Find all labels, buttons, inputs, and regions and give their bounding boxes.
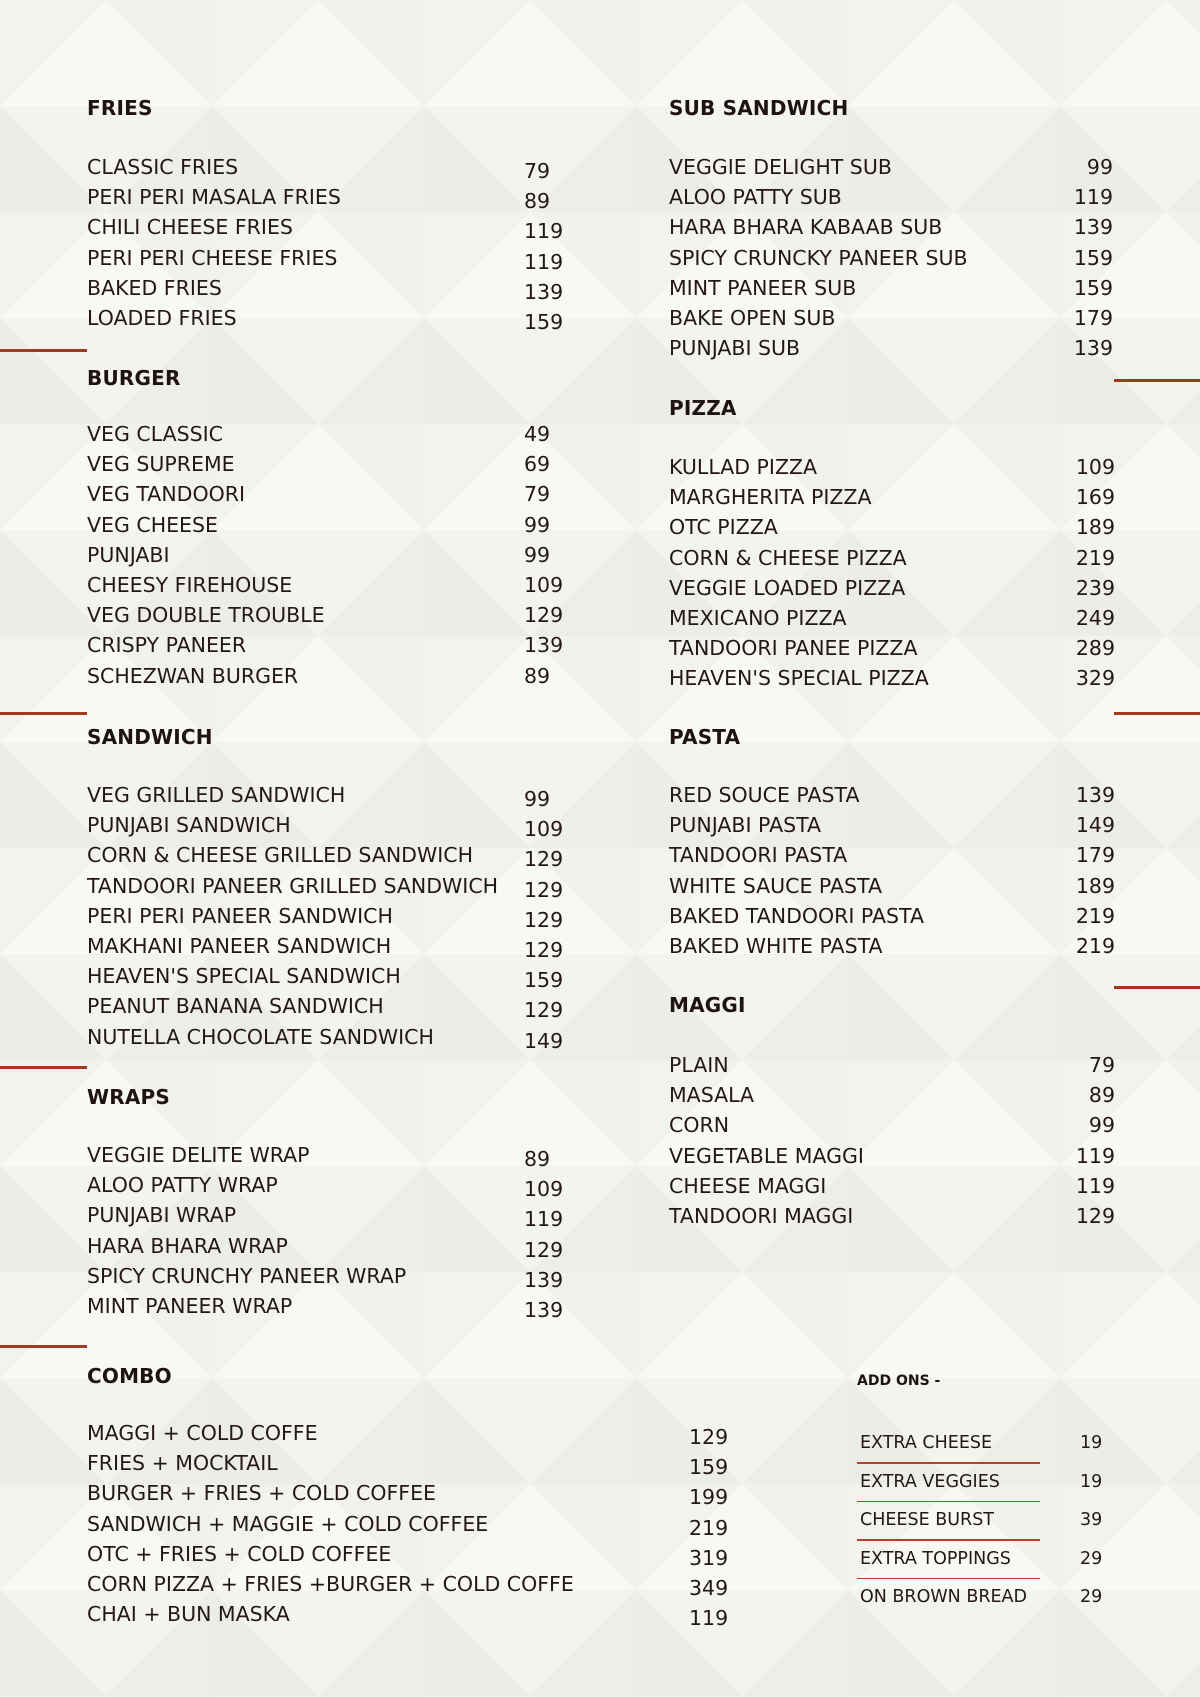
- menu-item-name: NUTELLA CHOCOLATE SANDWICH: [87, 1024, 434, 1049]
- menu-item-price: 139: [524, 633, 564, 658]
- menu-item-name: VEG CLASSIC: [87, 422, 223, 446]
- menu-item-price: 159: [1073, 245, 1113, 270]
- menu-item-price: 159: [1073, 275, 1113, 300]
- menu-item-name: VEGETABLE MAGGI: [669, 1143, 864, 1168]
- menu-item-name: TANDOORI PANEE PIZZA: [669, 636, 918, 661]
- menu-item-name: CORN & CHEESE GRILLED SANDWICH: [87, 843, 474, 868]
- menu-item-price: 139: [524, 279, 564, 304]
- section-divider-rule: [1114, 379, 1200, 382]
- section-divider-rule: [0, 1345, 87, 1348]
- section-heading-pasta: PASTA: [669, 725, 741, 749]
- section-heading-wraps: WRAPS: [87, 1085, 171, 1109]
- menu-item-name: MEXICANO PIZZA: [669, 606, 847, 630]
- addon-item-price: 19: [1080, 1471, 1103, 1492]
- menu-item-price: 69: [524, 452, 551, 477]
- menu-item-price: 99: [524, 542, 551, 567]
- menu-item-price: 159: [524, 310, 564, 334]
- menu-item-price: 129: [524, 603, 564, 628]
- menu-item-price: 109: [1075, 455, 1115, 479]
- menu-item-name: CHEESE MAGGI: [669, 1173, 827, 1198]
- menu-item-name: LOADED FRIES: [87, 306, 237, 330]
- menu-item-price: 129: [524, 1237, 564, 1262]
- menu-item-price: 149: [524, 1028, 564, 1053]
- menu-item-price: 89: [1088, 1083, 1115, 1108]
- menu-item-price: 159: [689, 1455, 729, 1480]
- addon-item-name: EXTRA TOPPINGS: [860, 1548, 1011, 1569]
- menu-item-price: 129: [689, 1425, 729, 1449]
- addons-title: ADD ONS -: [857, 1373, 941, 1389]
- menu-item-name: VEG TANDOORI: [87, 482, 246, 507]
- menu-item-price: 119: [524, 249, 564, 274]
- addon-item-price: 39: [1080, 1510, 1103, 1530]
- section-divider-rule: [1114, 986, 1200, 989]
- menu-item-name: BAKED TANDOORI PASTA: [669, 903, 924, 928]
- menu-item-price: 159: [524, 968, 564, 993]
- menu-item-name: PEANUT BANANA SANDWICH: [87, 994, 384, 1019]
- menu-item-name: CLASSIC FRIES: [87, 155, 239, 179]
- section-heading-pizza: PIZZA: [669, 396, 737, 420]
- menu-item-price: 139: [524, 1267, 564, 1292]
- menu-item-name: VEGGIE LOADED PIZZA: [669, 575, 906, 600]
- menu-item-name: KULLAD PIZZA: [669, 455, 818, 479]
- section-heading-sandwich: SANDWICH: [87, 725, 213, 749]
- menu-item-name: TANDOORI PANEER GRILLED SANDWICH: [87, 873, 499, 898]
- menu-item-name: VEGGIE DELIGHT SUB: [669, 155, 892, 179]
- section-divider-rule: [0, 712, 87, 715]
- menu-item-price: 119: [689, 1606, 729, 1631]
- menu-item-name: HEAVEN'S SPECIAL PIZZA: [669, 666, 929, 691]
- menu-item-price: 99: [1088, 1113, 1115, 1138]
- section-divider-rule: [0, 349, 87, 352]
- menu-item-price: 129: [524, 998, 564, 1023]
- menu-item-price: 119: [1075, 1173, 1115, 1198]
- menu-item-price: 89: [524, 1147, 551, 1171]
- menu-item-name: CRISPY PANEER: [87, 633, 247, 658]
- menu-item-name: HEAVEN'S SPECIAL SANDWICH: [87, 964, 401, 989]
- menu-item-price: 49: [524, 422, 551, 446]
- menu-item-name: PUNJABI SANDWICH: [87, 813, 291, 838]
- menu-item-price: 219: [1075, 545, 1115, 570]
- menu-item-name: MAGGI + COLD COFFE: [87, 1421, 318, 1445]
- menu-item-price: 289: [1075, 636, 1115, 661]
- menu-item-name: RED SOUCE PASTA: [669, 783, 860, 807]
- menu-item-name: BURGER + FRIES + COLD COFFEE: [87, 1481, 436, 1506]
- section-divider-rule: [0, 1066, 87, 1069]
- menu-item-price: 109: [524, 1177, 564, 1202]
- menu-item-name: FRIES + MOCKTAIL: [87, 1451, 278, 1476]
- menu-item-name: PUNJABI: [87, 542, 170, 567]
- menu-item-name: CHEESY FIREHOUSE: [87, 573, 293, 597]
- section-heading-burger: BURGER: [87, 366, 181, 390]
- addon-item-name: ON BROWN BREAD: [860, 1587, 1027, 1607]
- menu-item-name: VEG GRILLED SANDWICH: [87, 783, 346, 807]
- menu-item-name: MASALA: [669, 1083, 755, 1108]
- menu-item-price: 329: [1075, 666, 1115, 691]
- menu-item-price: 189: [1075, 873, 1115, 898]
- menu-item-name: SCHEZWAN BURGER: [87, 663, 299, 688]
- section-heading-sub-sandwich: SUB SANDWICH: [669, 96, 849, 120]
- menu-item-name: PUNJABI SUB: [669, 336, 801, 361]
- menu-item-name: TANDOORI PASTA: [669, 843, 848, 868]
- menu-item-name: PUNJABI WRAP: [87, 1203, 237, 1228]
- menu-item-price: 129: [524, 877, 564, 902]
- menu-item-name: TANDOORI MAGGI: [669, 1204, 854, 1228]
- section-divider-rule: [1114, 712, 1200, 715]
- menu-item-price: 179: [1075, 843, 1115, 868]
- menu-item-name: BAKED WHITE PASTA: [669, 934, 883, 958]
- menu-item-price: 129: [524, 907, 564, 932]
- menu-item-price: 139: [1073, 215, 1113, 240]
- menu-item-name: CORN & CHEESE PIZZA: [669, 545, 907, 570]
- menu-item-name: SPICY CRUNCKY PANEER SUB: [669, 245, 968, 270]
- menu-item-price: 239: [1075, 575, 1115, 600]
- menu-item-name: MINT PANEER SUB: [669, 275, 857, 300]
- addon-item-price: 19: [1080, 1433, 1103, 1453]
- menu-item-name: OTC + FRIES + COLD COFFEE: [87, 1541, 392, 1566]
- menu-item-name: PERI PERI MASALA FRIES: [87, 185, 341, 210]
- menu-item-price: 169: [1075, 485, 1115, 510]
- menu-item-name: PERI PERI CHEESE FRIES: [87, 245, 338, 270]
- menu-item-price: 89: [524, 663, 551, 688]
- addon-item-name: EXTRA CHEESE: [860, 1433, 993, 1453]
- menu-item-price: 219: [1075, 903, 1115, 928]
- menu-item-price: 129: [524, 938, 564, 962]
- menu-item-price: 139: [1073, 336, 1113, 361]
- addon-underline-rule: [857, 1539, 1040, 1541]
- addon-underline-rule: [857, 1462, 1040, 1464]
- menu-item-name: HARA BHARA WRAP: [87, 1233, 288, 1258]
- menu-item-name: CORN PIZZA + FRIES +BURGER + COLD COFFE: [87, 1572, 574, 1596]
- section-heading-fries: FRIES: [87, 96, 153, 120]
- menu-item-name: VEGGIE DELITE WRAP: [87, 1143, 310, 1167]
- menu-item-name: VEG CHEESE: [87, 512, 218, 537]
- menu-item-price: 99: [1086, 155, 1113, 179]
- menu-item-name: OTC PIZZA: [669, 515, 778, 540]
- menu-item-name: WHITE SAUCE PASTA: [669, 873, 882, 898]
- menu-item-price: 139: [524, 1298, 564, 1322]
- menu-item-name: VEG DOUBLE TROUBLE: [87, 603, 325, 628]
- menu-item-price: 139: [1075, 783, 1115, 807]
- menu-item-price: 129: [1075, 1204, 1115, 1228]
- addon-item-price: 29: [1080, 1587, 1103, 1607]
- addon-item-price: 29: [1080, 1548, 1103, 1569]
- menu-item-name: CHILI CHEESE FRIES: [87, 215, 293, 240]
- menu-item-price: 129: [524, 847, 564, 872]
- menu-item-price: 149: [1075, 813, 1115, 838]
- menu-item-price: 349: [689, 1576, 729, 1600]
- menu-item-name: BAKE OPEN SUB: [669, 306, 836, 330]
- section-heading-maggi: MAGGI: [669, 993, 746, 1017]
- menu-item-name: MINT PANEER WRAP: [87, 1294, 293, 1318]
- menu-item-name: MARGHERITA PIZZA: [669, 485, 872, 510]
- addon-underline-rule: [857, 1501, 1040, 1503]
- menu-item-price: 219: [689, 1515, 729, 1540]
- menu-item-price: 89: [524, 189, 551, 214]
- menu-item-price: 179: [1073, 306, 1113, 330]
- menu-item-price: 119: [1075, 1143, 1115, 1168]
- menu-item-name: SANDWICH + MAGGIE + COLD COFFEE: [87, 1511, 489, 1536]
- menu-item-price: 319: [689, 1545, 729, 1570]
- menu-item-price: 109: [524, 573, 564, 597]
- menu-item-price: 219: [1075, 934, 1115, 958]
- menu-item-name: HARA BHARA KABAAB SUB: [669, 215, 943, 240]
- menu-item-name: PERI PERI PANEER SANDWICH: [87, 903, 393, 928]
- menu-item-name: SPICY CRUNCHY PANEER WRAP: [87, 1263, 407, 1288]
- menu-item-name: PUNJABI PASTA: [669, 813, 822, 838]
- menu-item-name: MAKHANI PANEER SANDWICH: [87, 934, 392, 958]
- menu-item-price: 199: [689, 1485, 729, 1510]
- menu-item-name: PLAIN: [669, 1053, 729, 1077]
- menu-item-price: 119: [1073, 185, 1113, 210]
- section-heading-combo: COMBO: [87, 1364, 172, 1388]
- menu-item-price: 249: [1075, 606, 1115, 630]
- menu-item-name: CORN: [669, 1113, 730, 1138]
- menu-item-name: BAKED FRIES: [87, 275, 222, 300]
- menu-item-price: 189: [1075, 515, 1115, 540]
- menu-item-price: 119: [524, 1207, 564, 1232]
- menu-item-price: 79: [1088, 1053, 1115, 1077]
- addon-item-name: CHEESE BURST: [860, 1510, 994, 1530]
- menu-item-name: ALOO PATTY SUB: [669, 185, 842, 210]
- menu-item-name: ALOO PATTY WRAP: [87, 1173, 278, 1198]
- menu-item-price: 79: [524, 159, 551, 183]
- menu-item-price: 99: [524, 512, 551, 537]
- menu-item-price: 119: [524, 219, 564, 244]
- menu-item-price: 79: [524, 482, 551, 507]
- addon-underline-rule: [857, 1578, 1040, 1580]
- menu-item-name: VEG SUPREME: [87, 452, 235, 477]
- menu-item-price: 109: [524, 817, 564, 842]
- addon-item-name: EXTRA VEGGIES: [860, 1471, 1000, 1492]
- menu-item-price: 99: [524, 787, 551, 811]
- menu-item-name: CHAI + BUN MASKA: [87, 1602, 290, 1627]
